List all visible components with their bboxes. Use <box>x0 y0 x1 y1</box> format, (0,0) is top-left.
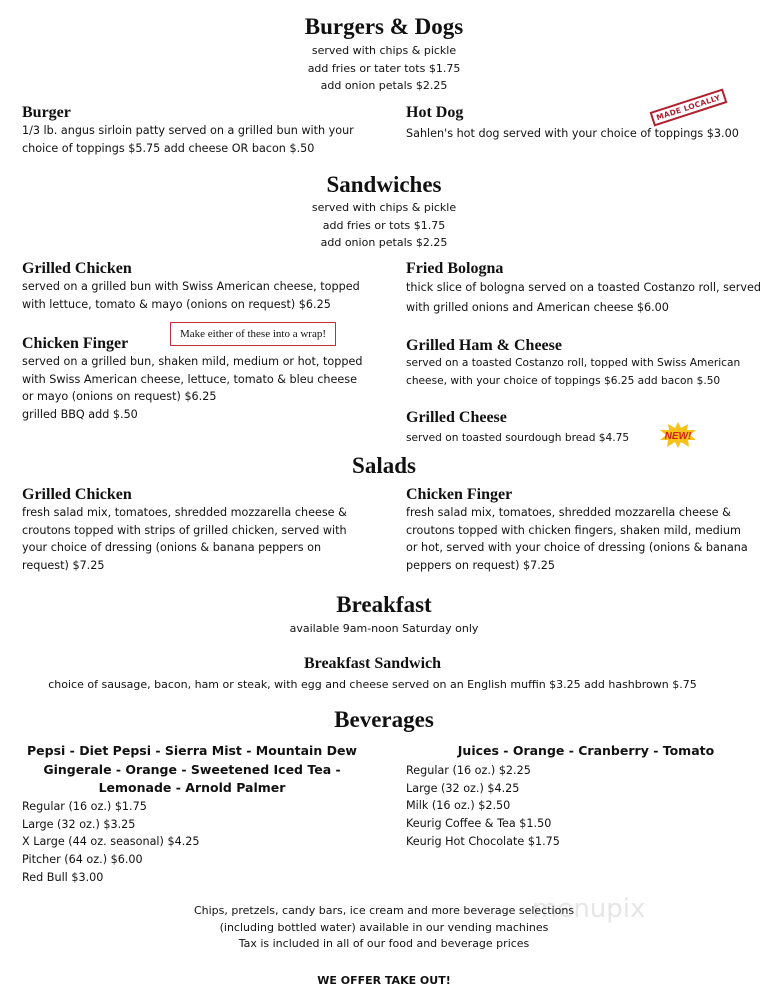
item-desc: served on a grilled bun with Swiss American cheese, topped <box>22 280 360 293</box>
section-title-breakfast: Breakfast <box>336 592 432 617</box>
menupix-watermark: menupix <box>532 894 646 924</box>
footer-line: (including bottled water) available in our vending machines <box>219 920 549 934</box>
sandwiches-notes <box>0 199 768 252</box>
menu-item-grilled-cheese <box>406 409 629 448</box>
item-name-breakfast-sandwich: Breakfast Sandwich <box>303 655 442 672</box>
item-desc: served on a toasted Costanzo roll, topped with Swiss American <box>406 357 741 369</box>
menu-item-grilled-ham-cheese <box>406 337 740 390</box>
breakfast-note: available 9am-noon Saturday only <box>289 622 479 635</box>
item-desc: croutons topped with chicken fingers, shaken mild, medium <box>406 523 741 537</box>
item-name: Fried Bologna <box>406 260 504 277</box>
menu-item-burger <box>22 104 354 157</box>
item-name: Burger <box>22 104 71 121</box>
price-line: X Large (44 oz. seasonal) $4.25 <box>22 835 200 849</box>
section-title-sandwiches: Sandwiches <box>326 172 442 197</box>
item-name: Grilled Chicken <box>22 486 132 503</box>
price-line: Pitcher (64 oz.) $6.00 <box>22 853 143 867</box>
note: served with chips & pickle <box>311 44 457 57</box>
note: add onion petals $2.25 <box>320 79 448 92</box>
note: add fries or tater tots $1.75 <box>307 61 461 75</box>
item-desc: or mayo (onions on request) $6.25 <box>22 390 217 404</box>
item-desc: served on a grilled bun, shaken mild, medium or hot, topped <box>22 355 363 368</box>
note: served with chips & pickle <box>311 201 457 214</box>
item-desc: fresh salad mix, tomatoes, shredded mozzarella cheese & <box>22 506 347 519</box>
item-desc: 1/3 lb. angus sirloin patty served on a grilled bun with your <box>22 124 354 137</box>
price-line: Large (32 oz.) $3.25 <box>22 817 136 831</box>
wrap-note: Make either of these into a wrap! <box>170 322 336 346</box>
price-line: Regular (16 oz.) $2.25 <box>406 764 531 777</box>
menu-item-chicken-finger <box>22 335 362 424</box>
price-line: Red Bull $3.00 <box>22 870 104 884</box>
drink-line: Gingerale - Orange - Sweetened Iced Tea - <box>43 761 341 777</box>
salad-grilled-chicken <box>22 486 347 575</box>
menu-item-grilled-chicken <box>22 260 360 313</box>
soda-prices <box>22 798 199 887</box>
item-desc: cheese, with your choice of toppings $6.25 add bacon $.50 <box>406 374 721 387</box>
drink-line: Pepsi - Diet Pepsi - Sierra Mist - Mountain Dew <box>27 743 357 758</box>
item-name: Hot Dog <box>406 104 464 121</box>
item-desc: with lettuce, tomato & mayo (onions on request) $6.25 <box>22 297 331 311</box>
footer-line: Chips, pretzels, candy bars, ice cream and more beverage selections <box>193 904 575 917</box>
item-desc: choice of toppings $5.75 add cheese OR bacon $.50 <box>22 141 315 155</box>
item-name: Chicken Finger <box>406 486 513 503</box>
section-title-burgers: Burgers & Dogs <box>304 14 464 39</box>
item-name: Chicken Finger <box>22 335 129 352</box>
soda-list <box>22 742 362 798</box>
item-desc: request) $7.25 <box>22 559 105 573</box>
burgers-notes <box>0 42 768 95</box>
item-desc: or hot, served with your choice of dressing (onions & banana <box>406 541 748 555</box>
footer-notes <box>0 903 768 953</box>
item-desc: croutons topped with strips of grilled chicken, served with <box>22 523 347 537</box>
item-name: Grilled Ham & Cheese <box>406 337 562 354</box>
section-title-salads: Salads <box>352 453 416 478</box>
note: add fries or tots $1.75 <box>322 218 446 232</box>
new-badge-icon <box>659 422 697 448</box>
section-title-beverages: Beverages <box>334 707 434 732</box>
item-desc: served on toasted sourdough bread $4.75 <box>406 432 630 444</box>
item-desc: with grilled onions and American cheese $6.00 <box>406 301 669 314</box>
salad-chicken-finger <box>406 486 748 575</box>
juice-prices <box>406 762 560 851</box>
price-line: Milk (16 oz.) $2.50 <box>406 799 511 813</box>
new-badge-text: NEW! <box>664 431 692 442</box>
item-name: Grilled Cheese <box>406 409 507 426</box>
item-desc: thick slice of bologna served on a toasted Costanzo roll, served <box>406 281 762 294</box>
item-desc: peppers on request) $7.25 <box>406 559 556 573</box>
item-name: Grilled Chicken <box>22 260 132 277</box>
takeout-notice: WE OFFER TAKE OUT! <box>317 974 451 987</box>
made-locally-stamp: MADE LOCALLY <box>650 88 728 126</box>
item-desc: grilled BBQ add $.50 <box>22 408 138 422</box>
menu-item-fried-bologna <box>406 260 761 318</box>
item-desc: fresh salad mix, tomatoes, shredded mozzarella cheese & <box>406 506 731 519</box>
price-line: Keurig Hot Chocolate $1.75 <box>406 834 560 848</box>
price-line: Regular (16 oz.) $1.75 <box>22 800 147 813</box>
footer-line: Tax is included in all of our food and beverage prices <box>238 937 530 950</box>
drink-line: Lemonade - Arnold Palmer <box>98 780 286 795</box>
note: add onion petals $2.25 <box>320 236 448 249</box>
item-desc: Sahlen's hot dog served with your choice of toppings $3.00 <box>406 127 739 140</box>
juice-list: Juices - Orange - Cranberry - Tomato <box>457 743 715 758</box>
breakfast-sandwich-desc: choice of sausage, bacon, ham or steak, with egg and cheese served on an English muffin $3.25 add hashbrown $.75 <box>48 678 697 691</box>
item-desc: your choice of dressing (onions & banana peppers on <box>22 541 322 555</box>
price-line: Large (32 oz.) $4.25 <box>406 781 520 795</box>
price-line: Keurig Coffee & Tea $1.50 <box>406 817 552 831</box>
item-desc: with Swiss American cheese, lettuce, tomato & bleu cheese <box>22 372 358 386</box>
